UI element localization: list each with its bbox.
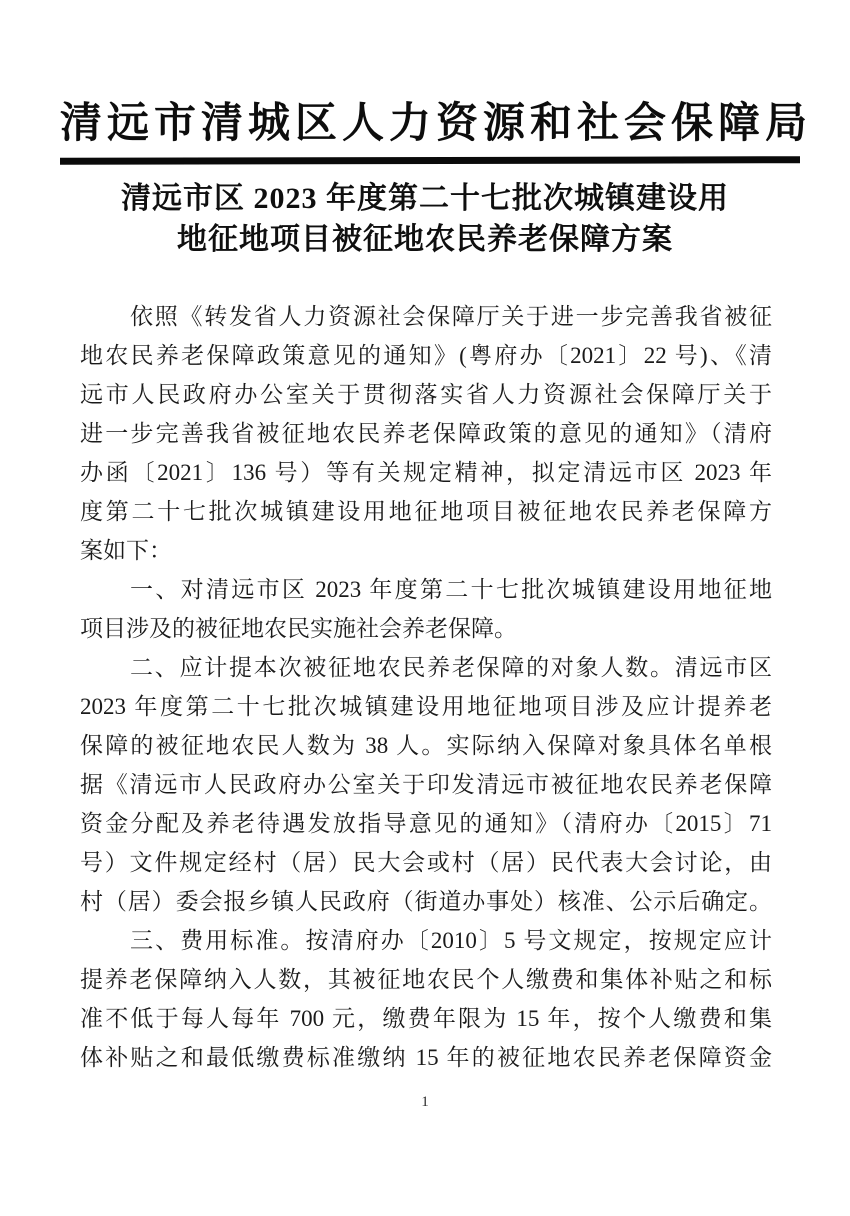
body-text-line: 一、对清远市区 2023 年度第二十七批次城镇建设用地征地 (130, 577, 772, 602)
body-text-line: 村（居）委会报乡镇人民政府（街道办事处）核准、公示后确定。 (80, 889, 772, 914)
body-text-line: 二、应计提本次被征地农民养老保障的对象人数。清远市区 (130, 655, 772, 680)
body-text-line: 2023 年度第二十七批次城镇建设用地征地项目涉及应计提养老 (80, 694, 772, 719)
body-text-line: 案如下： (80, 538, 172, 563)
body-text-line: 办函〔2021〕136 号）等有关规定精神，拟定清远市区 2023 年 (80, 460, 772, 485)
document-title-line-2: 地征地项目被征地农民养老保障方案 (177, 223, 673, 256)
body-text-line: 准不低于每人每年 700 元，缴费年限为 15 年，按个人缴费和集 (80, 1006, 772, 1031)
agency-header: 清远市清城区人力资源和社会保障局 (60, 101, 813, 147)
body-text-line: 项目涉及的被征地农民实施社会养老保障。 (80, 616, 517, 641)
document-title (75, 178, 775, 260)
body-text-line: 度第二十七批次城镇建设用地征地项目被征地农民养老保障方 (80, 499, 772, 524)
body-text-line: 三、费用标准。按清府办〔2010〕5 号文规定，按规定应计 (130, 928, 772, 953)
body-text-line: 依照《转发省人力资源社会保障厅关于进一步完善我省被征 (130, 304, 772, 329)
page-number: 1 (421, 1094, 429, 1110)
body-text-line: 号）文件规定经村（居）民大会或村（居）民代表大会讨论，由 (80, 850, 772, 875)
header-divider-rule (60, 156, 800, 165)
body-text-line: 体补贴之和最低缴费标准缴纳 15 年的被征地农民养老保障资金 (80, 1045, 772, 1070)
body-text-line: 提养老保障纳入人数，其被征地农民个人缴费和集体补贴之和标 (80, 967, 772, 992)
body-text-line: 资金分配及养老待遇发放指导意见的通知》（清府办〔2015〕71 (80, 811, 772, 836)
body-text-line: 远市人民政府办公室关于贯彻落实省人力资源社会保障厅关于 (80, 382, 772, 407)
body-text-line: 进一步完善我省被征地农民养老保障政策的意见的通知》（清府 (80, 421, 772, 446)
document-body (80, 297, 772, 1077)
body-text-line: 据《清远市人民政府办公室关于印发清远市被征地农民养老保障 (80, 772, 772, 797)
body-text-line: 地农民养老保障政策意见的通知》(粤府办〔2021〕22 号)、《清 (80, 343, 772, 368)
document-title-line-1: 清远市区 2023 年度第二十七批次城镇建设用 (121, 182, 729, 215)
body-text-line: 保障的被征地农民人数为 38 人。实际纳入保障对象具体名单根 (80, 733, 772, 758)
